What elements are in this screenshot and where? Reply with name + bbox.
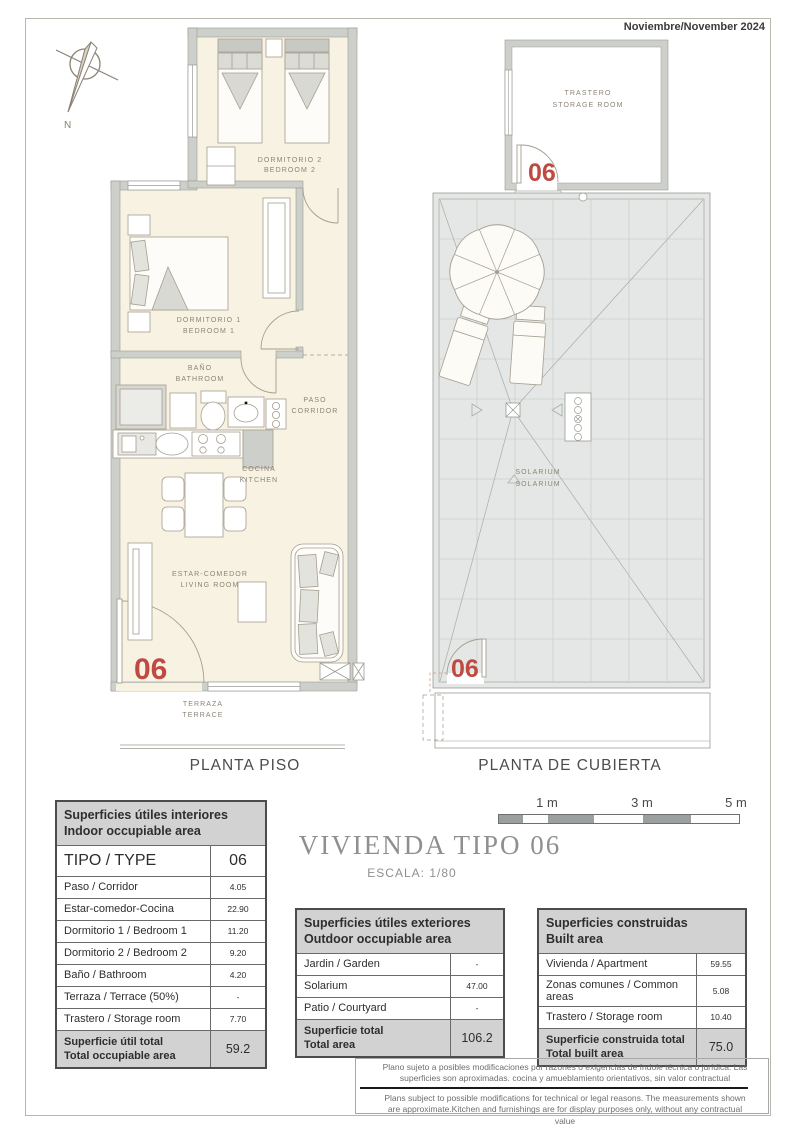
row-label: Trastero / Storage room bbox=[56, 1008, 211, 1030]
total-label-es: Superficie construida total bbox=[546, 1033, 685, 1046]
stove bbox=[192, 432, 240, 456]
scale-bar bbox=[498, 795, 748, 825]
exterior-areas-table bbox=[295, 908, 505, 1058]
terrace-label-es: TERRAZA bbox=[182, 701, 224, 708]
nightstand bbox=[266, 39, 282, 57]
bedroom2-label-es: DORMITORIO 2 bbox=[257, 157, 323, 164]
cabinet bbox=[128, 543, 152, 640]
storage-label-es: TRASTERO bbox=[564, 90, 612, 97]
row-label: Dormitorio 2 / Bedroom 2 bbox=[56, 942, 211, 964]
row-label: Estar-comedor-Cocina bbox=[56, 898, 211, 920]
headboard bbox=[285, 39, 329, 52]
bedroom1-label-es: DORMITORIO 1 bbox=[176, 317, 242, 324]
solarium bbox=[430, 193, 710, 693]
table-title-en: Built area bbox=[546, 932, 603, 947]
table-header bbox=[538, 909, 746, 953]
table-row bbox=[56, 986, 266, 1008]
sheet-title: VIVIENDA TIPO 06 bbox=[298, 830, 562, 860]
total-value: 106.2 bbox=[451, 1019, 505, 1057]
roof-plan-title: PLANTA DE CUBIERTA bbox=[478, 757, 662, 774]
washbasin bbox=[228, 397, 264, 427]
row-value: - bbox=[451, 953, 505, 975]
date-label: Noviembre/November 2024 bbox=[623, 21, 765, 33]
row-value: 22.90 bbox=[211, 898, 267, 920]
chair bbox=[162, 507, 184, 531]
row-value: 47.00 bbox=[451, 975, 505, 997]
table-row bbox=[296, 953, 504, 975]
scale-label-5m: 5 m bbox=[725, 795, 747, 810]
row-label: Paso / Corridor bbox=[56, 876, 211, 898]
row-label: Vivienda / Apartment bbox=[538, 953, 697, 975]
lower-terrace-strip bbox=[423, 693, 710, 748]
disclaimer-en: Plans subject to possible modifications for technical or legal reasons. The measurements shown are approximate.Kitchen and furnishings are for display purposes only, without any contractual value bbox=[384, 1092, 746, 1126]
disclaimer-es: Plano sujeto a posibles modificaciones por razones o exigencias de índole técnica o jurídica. Las superficies son aproximadas. cocina y amueblamiento orientativos, sin valor contractual bbox=[382, 1062, 748, 1084]
table-row bbox=[56, 942, 266, 964]
total-label-es: Superficie total bbox=[304, 1024, 384, 1037]
row-label: Baño / Bathroom bbox=[56, 964, 211, 986]
row-value: 11.20 bbox=[211, 920, 267, 942]
terrace-label-en: TERRACE bbox=[182, 712, 224, 719]
row-value: 10.40 bbox=[697, 1006, 747, 1028]
wardrobe bbox=[263, 198, 290, 298]
table-row bbox=[296, 997, 504, 1019]
roof-plan-drawing bbox=[420, 25, 720, 785]
table-title-es: Superficies útiles exteriores bbox=[304, 916, 471, 930]
chair bbox=[162, 477, 184, 501]
row-value: - bbox=[211, 986, 267, 1008]
table-row bbox=[538, 975, 746, 1006]
table-title-en: Indoor occupiable area bbox=[64, 824, 201, 839]
unit-number-storage: 06 bbox=[528, 159, 556, 187]
table-total-row bbox=[56, 1030, 266, 1068]
kitchen-label-es: COCINA bbox=[242, 466, 276, 473]
table-title-es: Superficies construidas bbox=[546, 916, 688, 930]
storage-label-en: STORAGE ROOM bbox=[552, 102, 624, 109]
type-value: 06 bbox=[211, 845, 267, 876]
interior-areas-table bbox=[55, 800, 267, 1069]
single-bed bbox=[218, 53, 262, 143]
coffee-table bbox=[238, 582, 266, 622]
table-row bbox=[56, 964, 266, 986]
disclaimer-box bbox=[355, 1058, 769, 1126]
headboard bbox=[218, 39, 262, 52]
table-row bbox=[56, 920, 266, 942]
row-value: 9.20 bbox=[211, 942, 267, 964]
row-label: Trastero / Storage room bbox=[538, 1006, 697, 1028]
row-value: - bbox=[451, 997, 505, 1019]
bidet bbox=[170, 393, 196, 428]
double-bed bbox=[130, 237, 228, 310]
table-row bbox=[296, 975, 504, 997]
row-value: 4.20 bbox=[211, 964, 267, 986]
total-value: 75.0 bbox=[697, 1028, 747, 1066]
row-value: 7.70 bbox=[211, 1008, 267, 1030]
floor-plan-drawing bbox=[100, 25, 395, 765]
living-label-en: LIVING ROOM bbox=[180, 582, 240, 589]
vent bbox=[579, 193, 587, 201]
north-label: N bbox=[64, 120, 72, 131]
single-bed bbox=[285, 53, 329, 143]
solarium-label-es: SOLARIUM bbox=[515, 469, 561, 476]
table-row bbox=[56, 1008, 266, 1030]
table-title-es: Superficies útiles interiores bbox=[64, 808, 228, 822]
scale-note: ESCALA: 1/80 bbox=[367, 866, 457, 880]
title-rule bbox=[120, 745, 345, 749]
table-row bbox=[56, 898, 266, 920]
total-label-en: Total occupiable area bbox=[64, 1049, 176, 1062]
unit-number-floor: 06 bbox=[134, 653, 168, 686]
type-label: TIPO / TYPE bbox=[56, 845, 211, 876]
unit-number-solarium: 06 bbox=[451, 655, 479, 683]
bedroom2-label-en: BEDROOM 2 bbox=[264, 167, 316, 174]
corridor-label-en: CORRIDOR bbox=[291, 408, 339, 415]
dining-table bbox=[185, 473, 223, 537]
bathroom-label-en: BATHROOM bbox=[175, 376, 225, 383]
row-label: Dormitorio 1 / Bedroom 1 bbox=[56, 920, 211, 942]
sofa bbox=[291, 544, 343, 662]
toilet bbox=[201, 391, 226, 430]
row-value: 5.08 bbox=[697, 975, 747, 1006]
solarium-label-en: SOLARIUM bbox=[515, 481, 561, 488]
storage-room bbox=[505, 40, 668, 198]
row-label: Jardin / Garden bbox=[296, 953, 451, 975]
row-label: Patio / Courtyard bbox=[296, 997, 451, 1019]
scale-label-1m: 1 m bbox=[536, 795, 558, 810]
corridor-label-es: PASO bbox=[303, 397, 327, 404]
floor-plan-title: PLANTA PISO bbox=[189, 757, 301, 774]
total-label-en: Total area bbox=[304, 1038, 356, 1051]
nightstand bbox=[128, 312, 150, 332]
table-row bbox=[538, 1006, 746, 1028]
living-label-es: ESTAR-COMEDOR bbox=[171, 571, 249, 578]
table-header bbox=[56, 801, 266, 845]
table-header bbox=[296, 909, 504, 953]
type-row bbox=[56, 845, 266, 876]
table-row bbox=[56, 876, 266, 898]
row-label: Zonas comunes / Common areas bbox=[538, 975, 697, 1006]
kitchen-label-en: KITCHEN bbox=[239, 477, 279, 484]
fridge bbox=[243, 430, 273, 468]
row-label: Solarium bbox=[296, 975, 451, 997]
shelf-unit bbox=[266, 399, 286, 429]
table-title-en: Outdoor occupiable area bbox=[304, 932, 452, 947]
installation-boxes bbox=[320, 663, 364, 680]
scale-label-3m: 3 m bbox=[631, 795, 653, 810]
electrical-panel bbox=[565, 393, 591, 441]
nightstand bbox=[128, 215, 150, 235]
total-label-en: Total built area bbox=[546, 1047, 624, 1060]
table-total-row bbox=[296, 1019, 504, 1057]
row-label: Terraza / Terrace (50%) bbox=[56, 986, 211, 1008]
umbrella-icon bbox=[450, 225, 545, 320]
bedroom1-label-en: BEDROOM 1 bbox=[183, 328, 235, 335]
row-value: 4.05 bbox=[211, 876, 267, 898]
total-value: 59.2 bbox=[211, 1030, 267, 1068]
disclaimer-divider bbox=[360, 1087, 748, 1089]
total-label-es: Superficie útil total bbox=[64, 1035, 164, 1048]
chair bbox=[224, 507, 246, 531]
drain bbox=[506, 403, 520, 417]
row-value: 59.55 bbox=[697, 953, 747, 975]
sink-basin bbox=[156, 433, 188, 455]
bathroom-label-es: BAÑO bbox=[187, 365, 213, 372]
scale-bar-segments bbox=[498, 814, 740, 824]
built-areas-table bbox=[537, 908, 747, 1067]
table-row bbox=[538, 953, 746, 975]
